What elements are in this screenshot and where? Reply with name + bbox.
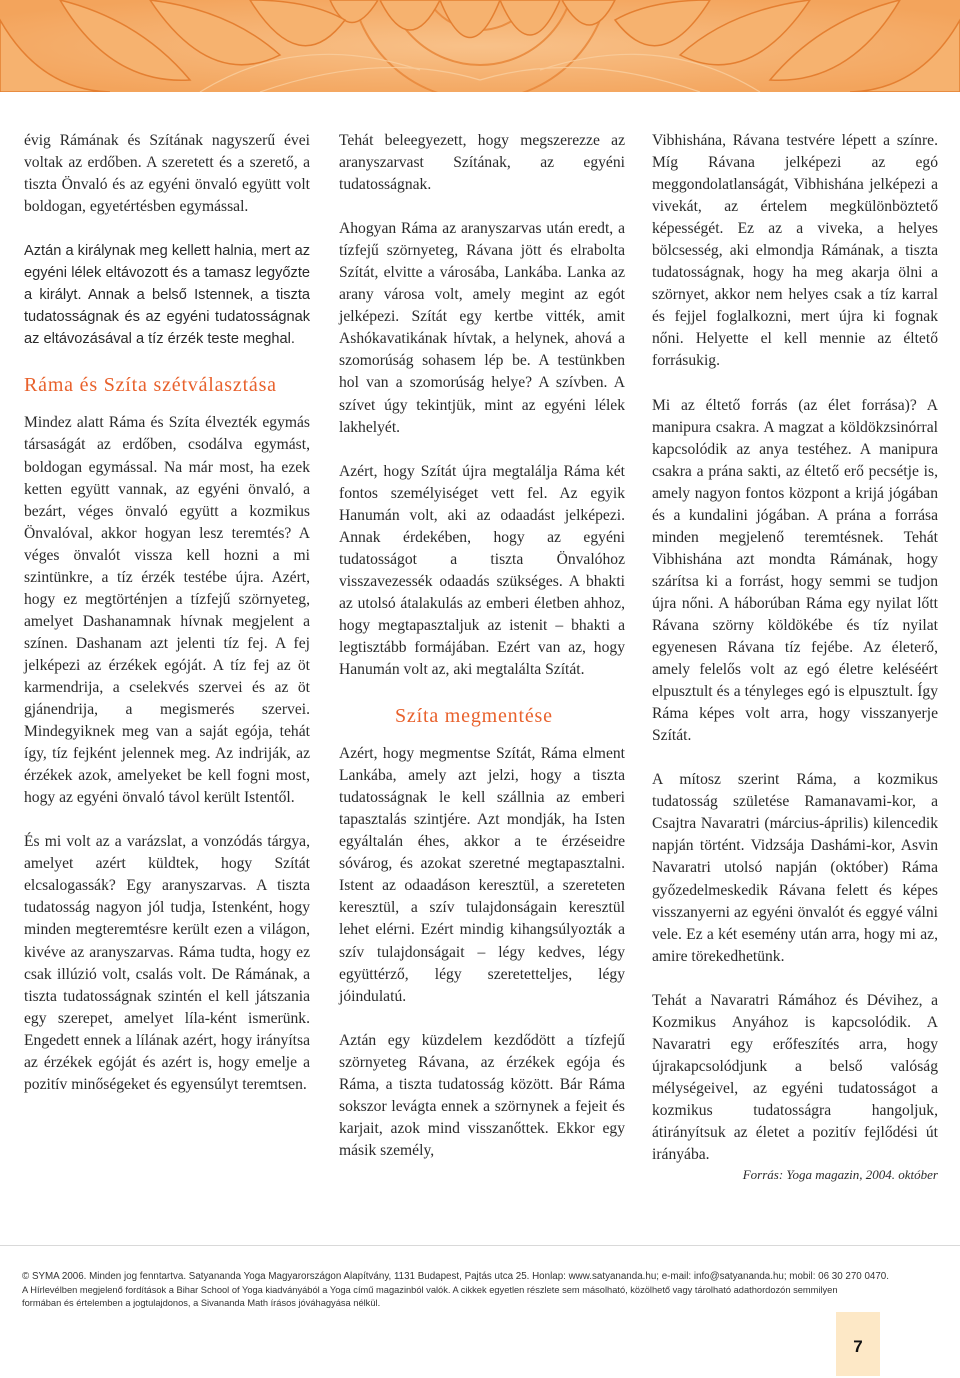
- page-number: 7: [853, 1337, 863, 1356]
- paragraph: Aztán egy küzdelem kezdődött a tízfejű szörnyeteg Rávana, az érzékek egója és Ráma, a tiszta tudatosság között. Bár Ráma sokszor levágta ennek a szörnynek a fejeit és karjait, azok mind visszanőttek. Ekkor egy másik személy,: [339, 1031, 625, 1159]
- paragraph: Azért, hogy megmentse Szítát, Ráma elment Lankába, amely azt jelzi, hogy a tiszta tudatosságnak le kell szállnia az emberi tapasztalás szintjére. Azt mondják, ha Isten egyáltalán éhes, akkor a te érzéseidre sóvárog, és azokat szeretné megtapasztalni. Istent az odaadáson keresztül, a szereteten keresztül, a szív tulajdonságain keresztül lehet elérni. Ezért mindig kihangsúlyozták a szív tulajdonságait – légy kedves, légy együttérző, légy szeretetteljes, légy jóindulatú.: [339, 745, 625, 1005]
- paragraph: Azért, hogy Szítát újra megtalálja Ráma két fontos személyiséget vett fel. Az egyik Hanumán volt, aki az odaadást jelképezi. Annak érdekében, hogy az egyéni tudatosságot a tiszta Önvalóhoz visszavezessék odaadás szükséges. A bhakti az utolsó átalakulás az emberi életben ahhoz, hogy megtapasztaljuk az istenit – bhakti a legtisztább formájában. Ezért van az, hogy Hanumán volt az, aki megtalálta Szítát.: [339, 462, 625, 679]
- paragraph: Mi az éltető forrás (az élet forrása)? A manipura csakra. A magzat a köldökzsinórral kapcsolódik az anya testéhez. A manipura csakra a prána sakti, az éltető erő pecsétje is, amely nagyon fontos központ a krijá jógában és a kundalini jógában. A prána a forrása minden megjelenő teremtésnek. Tehát Vibhishána azt mondta Rámának, hogy szárítsa ki a forrást, hogy semmi se tudjon újra nőni. A háborúban Ráma egy nyilat lőtt Rávana szörny köldökébe és tíz nyilat egyenesen Rávana tíz fejébe. Az életerő, amely felelős volt az egó életre keléséért elpusztult és a tényleges egó is elpusztult. Így Ráma képes volt arra, hogy visszanyerje Szítát.: [652, 396, 938, 745]
- paragraph: évig Rámának és Szítának nagyszerű évei voltak az erdőben. A szeretett és a szerető, a tiszta Önvaló és az egyéni önvaló együtt volt boldogan, egyetértésben egymással.: [24, 132, 310, 216]
- paragraph: Aztán a királynak meg kellett halnia, mert az egyéni lélek eltávozott és a tamasz legyőzte a királyt. Annak a belső Istennek, a tiszta tudatosságnak és az egyéni tudatosságnak az eltávozásával a tíz érzék teste meghal.: [24, 243, 310, 348]
- column-2: [339, 130, 625, 1162]
- notice-line: formában és értelemben a jogtulajdonos, a Sivananda Math írásos jóváhagyása nélkül.: [22, 1298, 381, 1309]
- footer: [22, 1270, 942, 1311]
- copyright-line: © SYMA 2006. Minden jog fenntartva. Satyananda Yoga Magyarországon Alapítvány, 1131 Budapest, Pajtás utca 25. Honlap: www.satyananda.hu; e-mail: info@satyananda.hu; mobil: 06 30 270 0470.: [22, 1271, 889, 1282]
- lotus-mandala-icon: [0, 0, 960, 92]
- paragraph: Mindez alatt Ráma és Szíta élvezték egymás társaságát az erdőben, csodálva egymást, boldogan egymással. Na már most, ha ezek ketten együtt vannak, az egyéni önvaló, a bezárt, véges önvaló együtt a kozmikus Önvalóval, akkor hogyan lesz teremtés? A véges önvalót vissza kell hozni a mi szintünkre, a tíz érzék testébe újra. Azért, hogy ez megtörténjen a tízfejű szörnyeteg, amelyet Dashanamnak hívnak megjelent a színen. Dashanam azt jelenti tíz fej. A fej jelképezi az érzékek egóját. A tíz fej az öt karmendrija, a cselekvés szervei és az öt gjánendrija, a megismerés szervei. Mindegyiknek meg van a saját egója, tehát így, tíz fejként jelennek meg. Az indriják, az érzékek azok, amelyeket be kell fogni most, hogy az egyéni önvaló távol került Istentől.: [24, 414, 310, 807]
- section-heading-separation: Ráma és Szíta szétválasztása: [24, 374, 277, 397]
- source-citation: Forrás: Yoga magazin, 2004. október: [742, 1167, 938, 1183]
- paragraph: A mítosz szerint Ráma, a kozmikus tudatosság születése Ramanavami-kor, a Csajtra Navaratri (március-április) kilencedik napján történt. Vidzsája Dashámi-kor, Asvin Navaratri utolsó napján (október) Ráma győzedelmeskedik Rávana felett és képes visszanyerni az egyéni önvalót és eggyé válni vele. Ez a két esemény után arra, hogy mi az, amire törekedhetünk.: [652, 771, 938, 965]
- notice-line: A Hírlevélben megjelenő fordítások a Bihar School of Yoga kiadványából a Yoga című magazinból valók. A cikkek egyetlen részlete sem másolható, közölhető vagy tárolható adathordozón semmilyen: [22, 1284, 838, 1295]
- paragraph: És mi volt az a varázslat, a vonzódás tárgya, amelyet azért küldtek, hogy Szítát elcsalogassák? Egy aranyszarvas. A tiszta tudatosság nagyon jól tudja, Istenként, hogy minden megteremtésre került ezen a világon, kivéve az aranyszarvas. Ráma tudta, hogy ez csak illúzió volt, csalás volt. De Rámának, a tiszta tudatosságnak szintén el kell játszania egy szerepet, amelyet líla-ként ismerünk. Engedett ennek a lílának azért, hogy irányítsa az érzékek egóját és azért is, hogy emelje a pozitív minőségeket és egyensúlyt teremtsen.: [24, 833, 310, 1093]
- header-banner: [0, 0, 960, 92]
- column-3: [652, 130, 938, 1184]
- paragraph: Tehát beleegyezett, hogy megszerezze az aranyszarvast Szítának, az egyéni tudatosságnak.: [339, 132, 625, 194]
- paragraph: Tehát a Navaratri Rámához és Dévihez, a Kozmikus Anyához is kapcsolódik. A Navaratri egy erőfeszítés arra, hogy újrakapcsolódjunk a belső valóság mélységeivel, az egyéni tudatosságot a kozmikus tudatosságra hangoljuk, átirányítsuk az életet a pozitív fejlődési út irányába.: [652, 991, 938, 1164]
- footer-divider: [0, 1245, 960, 1246]
- paragraph: Vibhishána, Rávana testvére lépett a színre. Míg Rávana jelképezi az egó meggondolatlanságát, Vibhishána jelképezi a vivekát, az értelem megkülönböztető képességét. Ez az a viveka, a helyes bölcsesség, aki elmondja Rámának, a tiszta tudatosságnak, hogy ha meg akarja ölni a szörnyet, akkor nem helyes csak a tíz karral és fejjel foglalkozni, mert újra ki fognak nőni. Helyette el kell mennie az éltető forrásukig.: [652, 132, 938, 370]
- paragraph: Ahogyan Ráma az aranyszarvas után eredt, a tízfejű szörnyeteg, Rávana jött és elrabolta Szítát, elvitte a városába, Lankába. Lanka az arany városa volt, amely megint az egót jelképezi. Szítát egy kertbe vitték, amit Ashókavatikának hívtak, a helynek, ahová a szomorúság sohasem lép be. A testünkben hol van a szomorúság helye? A szívben. A szívet úgy tekintjük, mint az egyéni lélek lakhelyét.: [339, 220, 625, 436]
- column-1: [24, 130, 310, 1096]
- section-heading-rescue: Szíta megmentése: [395, 705, 553, 728]
